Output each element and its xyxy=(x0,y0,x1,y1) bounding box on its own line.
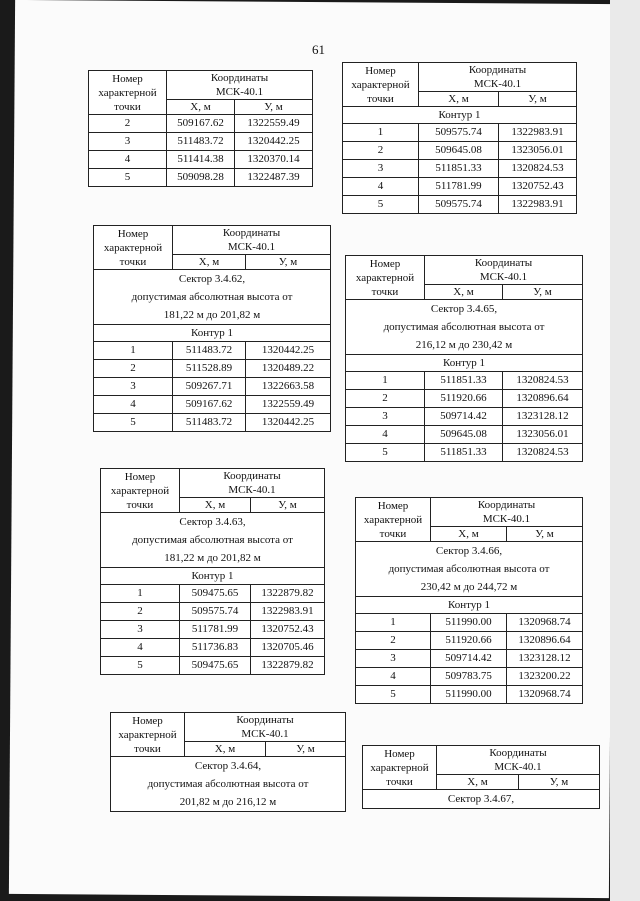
sector-description-line: Сектор 3.4.66, xyxy=(435,545,503,557)
sector-description-line: Сектор 3.4.65, xyxy=(430,303,498,315)
point-number: 3 xyxy=(89,133,167,151)
header-coordinates-line: МСК-40.1 xyxy=(479,271,528,283)
table-row xyxy=(101,603,325,621)
x-coordinate: 511483.72 xyxy=(167,133,235,151)
table-row xyxy=(356,614,583,632)
contour-row xyxy=(346,355,583,372)
header-coordinates xyxy=(431,498,583,527)
table-row xyxy=(89,151,313,169)
x-coordinate: 511990.00 xyxy=(431,614,507,632)
sector-description-line: Сектор 3.4.62, xyxy=(178,273,246,285)
header-coordinates xyxy=(425,256,583,285)
sector-row xyxy=(363,790,600,809)
header-point-number-line: характерной xyxy=(351,78,410,91)
table-row xyxy=(89,133,313,151)
x-coordinate: 511414.38 xyxy=(167,151,235,169)
y-coordinate: 1323128.12 xyxy=(507,650,583,668)
header-row xyxy=(346,256,583,285)
header-x: Х, м xyxy=(419,92,499,107)
header-x: Х, м xyxy=(425,285,503,300)
header-coordinates xyxy=(167,71,313,100)
x-coordinate: 511483.72 xyxy=(173,414,246,432)
point-number: 3 xyxy=(101,621,180,639)
header-point-number xyxy=(346,256,425,300)
header-x: Х, м xyxy=(437,775,519,790)
table-row xyxy=(343,160,577,178)
header-y: У, м xyxy=(235,100,313,115)
y-coordinate: 1322559.49 xyxy=(246,396,331,414)
header-point-number xyxy=(94,226,173,270)
y-coordinate: 1322663.58 xyxy=(246,378,331,396)
header-point-number-line: Номер xyxy=(112,72,143,85)
sector-description-line: допустимая абсолютная высота от xyxy=(147,778,309,790)
header-x: Х, м xyxy=(173,255,246,270)
header-point-number-line: характерной xyxy=(370,761,429,774)
header-point-number xyxy=(101,469,180,513)
y-coordinate: 1322487.39 xyxy=(235,169,313,187)
header-point-number-line: Номер xyxy=(377,499,409,512)
header-point-number-line: характерной xyxy=(110,484,170,497)
point-number: 1 xyxy=(356,614,431,632)
point-number: 5 xyxy=(89,169,167,187)
header-coordinates-line: МСК-40.1 xyxy=(494,761,542,773)
header-coordinates-line: МСК-40.1 xyxy=(215,86,264,98)
x-coordinate: 509475.65 xyxy=(180,657,251,675)
y-coordinate: 1323056.01 xyxy=(503,426,583,444)
header-point-number-line: характерной xyxy=(98,86,157,99)
header-point-number-line: характерной xyxy=(103,241,163,254)
header-coordinates-line: Координаты xyxy=(236,714,294,726)
contour-row xyxy=(356,597,583,614)
contour-label: Контур 1 xyxy=(346,355,583,372)
header-y: У, м xyxy=(266,742,346,757)
sector-description-line: 216,12 м до 230,42 м xyxy=(415,339,513,351)
y-coordinate: 1320968.74 xyxy=(507,686,583,704)
sector-description-line: Сектор 3.4.64, xyxy=(194,760,262,772)
header-point-number xyxy=(343,63,419,107)
point-number: 5 xyxy=(346,444,425,462)
header-coordinates xyxy=(437,746,600,775)
x-coordinate: 509714.42 xyxy=(425,408,503,426)
header-coordinates-line: Координаты xyxy=(223,470,281,482)
table-row xyxy=(101,621,325,639)
table-row xyxy=(356,632,583,650)
x-coordinate: 509645.08 xyxy=(425,426,503,444)
header-point-number-line: Номер xyxy=(124,470,156,483)
header-x: Х, м xyxy=(167,100,235,115)
x-coordinate: 511528.89 xyxy=(173,360,246,378)
x-coordinate: 509475.65 xyxy=(180,585,251,603)
point-number: 3 xyxy=(94,378,173,396)
point-number: 3 xyxy=(343,160,419,178)
header-x: Х, м xyxy=(431,527,507,542)
coordinates-table xyxy=(93,225,331,432)
x-coordinate: 509575.74 xyxy=(180,603,251,621)
point-number: 1 xyxy=(346,372,425,390)
header-row xyxy=(356,498,583,527)
header-point-number-line: характерной xyxy=(118,728,177,741)
header-row xyxy=(111,713,346,742)
point-number: 5 xyxy=(101,657,180,675)
sector-description-line: 181,22 м до 201,82 м xyxy=(164,552,261,564)
header-row xyxy=(101,469,325,498)
point-number: 2 xyxy=(356,632,431,650)
header-coordinates-line: Координаты xyxy=(489,747,547,759)
header-point-number-line: точки xyxy=(379,527,407,540)
x-coordinate: 509098.28 xyxy=(167,169,235,187)
point-number: 4 xyxy=(343,178,419,196)
table-row xyxy=(346,390,583,408)
y-coordinate: 1320442.25 xyxy=(246,342,331,360)
sector-description xyxy=(111,757,346,812)
y-coordinate: 1320968.74 xyxy=(507,614,583,632)
header-coordinates-line: МСК-40.1 xyxy=(228,484,276,496)
table-row xyxy=(94,360,331,378)
sector-row xyxy=(111,757,346,812)
y-coordinate: 1320370.14 xyxy=(235,151,313,169)
point-number: 4 xyxy=(89,151,167,169)
sector-row xyxy=(356,542,583,597)
table-row xyxy=(356,668,583,686)
y-coordinate: 1320896.64 xyxy=(507,632,583,650)
header-coordinates xyxy=(173,226,331,255)
point-number: 1 xyxy=(101,585,180,603)
point-number: 2 xyxy=(94,360,173,378)
sector-description xyxy=(346,300,583,355)
point-number: 2 xyxy=(346,390,425,408)
header-x: Х, м xyxy=(180,498,251,513)
header-coordinates-line: МСК-40.1 xyxy=(482,513,531,525)
x-coordinate: 509714.42 xyxy=(431,650,507,668)
header-y: У, м xyxy=(503,285,583,300)
contour-row xyxy=(343,107,577,124)
point-number: 4 xyxy=(346,426,425,444)
y-coordinate: 1322983.91 xyxy=(251,603,325,621)
x-coordinate: 509783.75 xyxy=(431,668,507,686)
header-coordinates xyxy=(180,469,325,498)
header-point-number-line: характерной xyxy=(363,513,423,526)
header-point-number-line: точки xyxy=(367,92,394,105)
header-point-number-line: Номер xyxy=(384,747,415,760)
x-coordinate: 511851.33 xyxy=(419,160,499,178)
x-coordinate: 509167.62 xyxy=(167,115,235,133)
point-number: 4 xyxy=(101,639,180,657)
point-number: 5 xyxy=(343,196,419,214)
header-coordinates xyxy=(419,63,577,92)
y-coordinate: 1320705.46 xyxy=(251,639,325,657)
x-coordinate: 511781.99 xyxy=(180,621,251,639)
y-coordinate: 1322983.91 xyxy=(499,196,577,214)
header-point-number-line: Номер xyxy=(365,64,396,77)
coordinates-table xyxy=(342,62,577,214)
header-point-number xyxy=(356,498,431,542)
x-coordinate: 511990.00 xyxy=(431,686,507,704)
sector-row xyxy=(346,300,583,355)
header-x: Х, м xyxy=(185,742,266,757)
x-coordinate: 509267.71 xyxy=(173,378,246,396)
header-coordinates-line: Координаты xyxy=(474,257,533,269)
header-point-number-line: точки xyxy=(119,255,147,268)
x-coordinate: 511781.99 xyxy=(419,178,499,196)
sector-description xyxy=(101,513,325,568)
table-row xyxy=(346,444,583,462)
y-coordinate: 1323200.22 xyxy=(507,668,583,686)
table-row xyxy=(343,178,577,196)
table-row xyxy=(343,196,577,214)
x-coordinate: 511483.72 xyxy=(173,342,246,360)
sector-description-line: 181,22 м до 201,82 м xyxy=(163,309,261,321)
coordinates-table xyxy=(100,468,325,675)
sector-row xyxy=(94,270,331,325)
x-coordinate: 509575.74 xyxy=(419,196,499,214)
header-coordinates-line: Координаты xyxy=(210,72,269,84)
header-row xyxy=(89,71,313,100)
table-row xyxy=(94,378,331,396)
point-number: 1 xyxy=(94,342,173,360)
y-coordinate: 1322559.49 xyxy=(235,115,313,133)
y-coordinate: 1320824.53 xyxy=(499,160,577,178)
point-number: 2 xyxy=(101,603,180,621)
point-number: 4 xyxy=(356,668,431,686)
point-number: 2 xyxy=(343,142,419,160)
header-coordinates-line: МСК-40.1 xyxy=(241,728,289,740)
sector-description-line: допустимая абсолютная высота от xyxy=(388,563,550,575)
table-row xyxy=(101,585,325,603)
x-coordinate: 511851.33 xyxy=(425,372,503,390)
x-coordinate: 511736.83 xyxy=(180,639,251,657)
y-coordinate: 1323128.12 xyxy=(503,408,583,426)
header-coordinates xyxy=(185,713,346,742)
y-coordinate: 1320824.53 xyxy=(503,372,583,390)
y-coordinate: 1322879.82 xyxy=(251,585,325,603)
table-row xyxy=(94,342,331,360)
point-number: 2 xyxy=(89,115,167,133)
table-row xyxy=(89,115,313,133)
sector-description-line: допустимая абсолютная высота от xyxy=(383,321,545,333)
sector-description-line: допустимая абсолютная высота от xyxy=(132,534,293,546)
header-point-number-line: точки xyxy=(126,498,154,511)
sector-description xyxy=(94,270,331,325)
scan-background xyxy=(610,0,640,901)
x-coordinate: 509645.08 xyxy=(419,142,499,160)
x-coordinate: 511851.33 xyxy=(425,444,503,462)
table-row xyxy=(89,169,313,187)
header-point-number xyxy=(89,71,167,115)
x-coordinate: 509575.74 xyxy=(419,124,499,142)
sector-row xyxy=(101,513,325,568)
y-coordinate: 1320752.43 xyxy=(251,621,325,639)
point-number: 1 xyxy=(343,124,419,142)
point-number: 3 xyxy=(356,650,431,668)
header-y: У, м xyxy=(246,255,331,270)
contour-label: Контур 1 xyxy=(101,568,325,585)
y-coordinate: 1320442.25 xyxy=(246,414,331,432)
header-coordinates-line: Координаты xyxy=(222,227,281,239)
contour-label: Контур 1 xyxy=(343,107,577,124)
table-row xyxy=(346,372,583,390)
table-row xyxy=(343,142,577,160)
sector-description-line: Сектор 3.4.67, xyxy=(447,793,515,805)
table-row xyxy=(343,124,577,142)
x-coordinate: 511920.66 xyxy=(425,390,503,408)
y-coordinate: 1320442.25 xyxy=(235,133,313,151)
sector-description-line: Сектор 3.4.63, xyxy=(179,516,246,528)
header-point-number-line: Номер xyxy=(132,714,163,727)
y-coordinate: 1320824.53 xyxy=(503,444,583,462)
table-row xyxy=(94,414,331,432)
table-row xyxy=(101,657,325,675)
table-row xyxy=(94,396,331,414)
coordinates-table xyxy=(355,497,583,704)
y-coordinate: 1320896.64 xyxy=(503,390,583,408)
point-number: 5 xyxy=(356,686,431,704)
contour-row xyxy=(101,568,325,585)
header-row xyxy=(94,226,331,255)
sector-description-line: 230,42 м до 244,72 м xyxy=(420,581,518,593)
header-point-number-line: точки xyxy=(386,775,413,788)
coordinates-table xyxy=(88,70,313,187)
x-coordinate: 511920.66 xyxy=(431,632,507,650)
y-coordinate: 1320752.43 xyxy=(499,178,577,196)
table-row xyxy=(346,426,583,444)
contour-label: Контур 1 xyxy=(94,325,331,342)
coordinates-table xyxy=(110,712,346,812)
header-y: У, м xyxy=(251,498,325,513)
header-y: У, м xyxy=(519,775,600,790)
table-row xyxy=(346,408,583,426)
header-y: У, м xyxy=(507,527,583,542)
point-number: 4 xyxy=(94,396,173,414)
header-coordinates-line: МСК-40.1 xyxy=(473,78,522,90)
header-row xyxy=(363,746,600,775)
header-coordinates-line: Координаты xyxy=(468,64,527,76)
sector-description xyxy=(363,790,600,809)
header-point-number-line: характерной xyxy=(355,271,415,284)
contour-label: Контур 1 xyxy=(356,597,583,614)
table-row xyxy=(101,639,325,657)
coordinates-table xyxy=(362,745,600,809)
header-row xyxy=(343,63,577,92)
x-coordinate: 509167.62 xyxy=(173,396,246,414)
coordinates-table xyxy=(345,255,583,462)
y-coordinate: 1323056.01 xyxy=(499,142,577,160)
header-point-number-line: точки xyxy=(114,100,141,113)
table-row xyxy=(356,686,583,704)
header-coordinates-line: МСК-40.1 xyxy=(227,241,276,253)
header-y: У, м xyxy=(499,92,577,107)
header-point-number-line: точки xyxy=(134,742,161,755)
sector-description-line: 201,82 м до 216,12 м xyxy=(179,796,277,808)
header-coordinates-line: Координаты xyxy=(477,499,536,511)
header-point-number-line: Номер xyxy=(117,227,149,240)
y-coordinate: 1322983.91 xyxy=(499,124,577,142)
sector-description xyxy=(356,542,583,597)
sector-description-line: допустимая абсолютная высота от xyxy=(131,291,293,303)
contour-row xyxy=(94,325,331,342)
point-number: 5 xyxy=(94,414,173,432)
header-point-number xyxy=(111,713,185,757)
header-point-number xyxy=(363,746,437,790)
point-number: 3 xyxy=(346,408,425,426)
header-point-number-line: Номер xyxy=(369,257,401,270)
header-point-number-line: точки xyxy=(371,285,399,298)
table-row xyxy=(356,650,583,668)
y-coordinate: 1322879.82 xyxy=(251,657,325,675)
page-number: 61 xyxy=(312,42,325,57)
y-coordinate: 1320489.22 xyxy=(246,360,331,378)
